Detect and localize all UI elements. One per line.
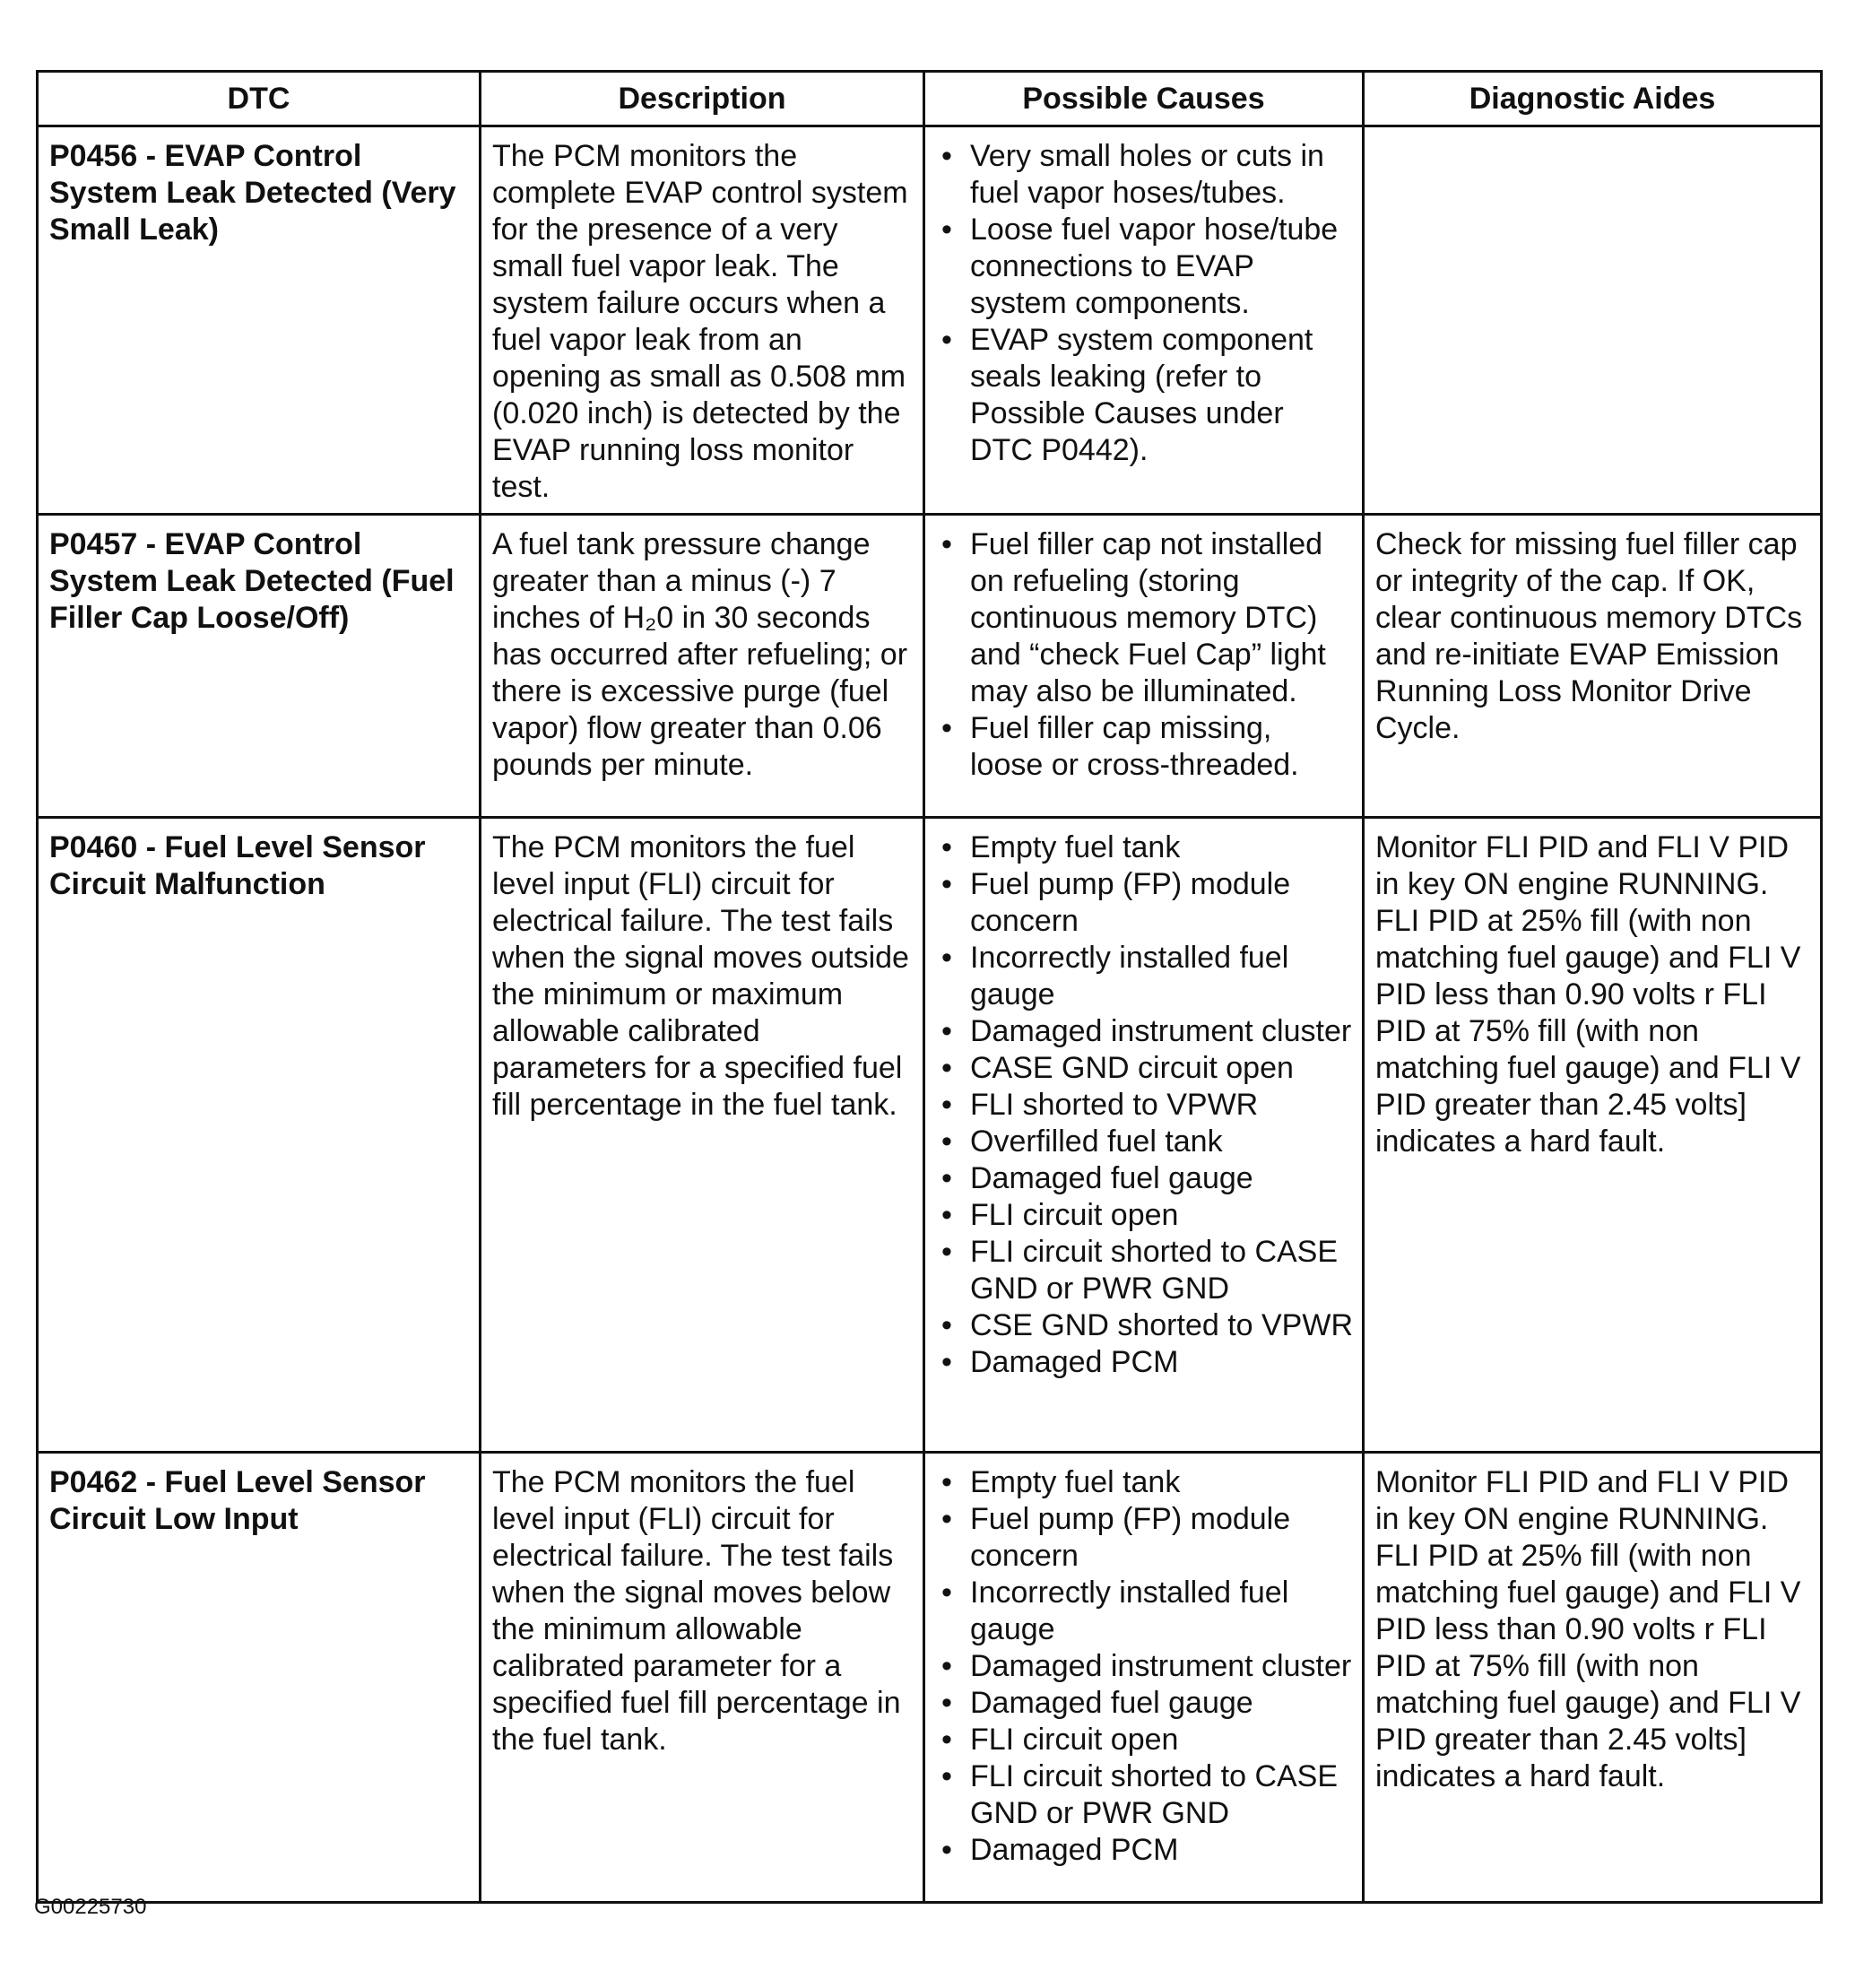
description-cell: The PCM monitors the complete EVAP control system for the presence of a very small fuel vapor leak. The system failure occurs when a fuel vapor leak from an opening as small as 0.508 mm (0.020 inch) is detected by the EVAP running loss monitor test. [481,126,924,515]
cause-item: • Incorrectly installed fuel gauge [936,940,1353,1013]
cause-item: • FLI circuit shorted to CASE GND or PWR GND [936,1758,1353,1832]
cause-item: • FLI circuit open [936,1197,1353,1234]
cause-item: • Fuel pump (FP) module concern [936,866,1353,940]
cause-item: • Fuel pump (FP) module concern [936,1501,1353,1575]
dtc-cell: P0456 - EVAP Control System Leak Detected (Very Small Leak) [38,126,481,515]
figure-id: G00225730 [34,1895,147,1919]
possible-causes-cell [924,126,1364,515]
table-row [38,126,1822,515]
diagnostic-aides-cell [1364,126,1822,515]
cause-item: • Fuel filler cap not installed on refueling (storing continuous memory DTC) and “check Fuel Cap” light may also be illuminated. [936,526,1353,710]
table-body [38,126,1822,1903]
description-cell: The PCM monitors the fuel level input (FLI) circuit for electrical failure. The test fails when the signal moves outside the minimum or maximum allowable calibrated parameters for a specified fuel fill percentage in the fuel tank. [481,818,924,1453]
description-cell: A fuel tank pressure change greater than a minus (-) 7 inches of H₂0 in 30 seconds has occurred after refueling; or there is excessive purge (fuel vapor) flow greater than 0.06 pounds per minute. [481,515,924,818]
header-diagnostic-aides: Diagnostic Aides [1364,72,1822,126]
cause-item: • Empty fuel tank [936,1464,1353,1501]
table-row [38,818,1822,1453]
causes-list [936,829,1353,1381]
cause-item: • Damaged PCM [936,1344,1353,1381]
cause-item: • Damaged PCM [936,1832,1353,1869]
cause-item: • CSE GND shorted to VPWR [936,1307,1353,1344]
diagnostic-aides-cell: Monitor FLI PID and FLI V PID in key ON engine RUNNING. FLI PID at 25% fill (with non matching fuel gauge) and FLI V PID less than 0.90 volts r FLI PID at 75% fill (with non matching fuel gauge) and FLI V PID greater than 2.45 volts] indicates a hard fault. [1364,818,1822,1453]
cause-item: • FLI circuit open [936,1722,1353,1758]
diagnostic-aides-cell: Monitor FLI PID and FLI V PID in key ON engine RUNNING. FLI PID at 25% fill (with non matching fuel gauge) and FLI V PID less than 0.90 volts r FLI PID at 75% fill (with non matching fuel gauge) and FLI V PID greater than 2.45 volts] indicates a hard fault. [1364,1453,1822,1903]
cause-item: • EVAP system component seals leaking (refer to Possible Causes under DTC P0442). [936,322,1353,469]
diagnostic-aides-cell: Check for missing fuel filler cap or integrity of the cap. If OK, clear continuous memory DTCs and re-initiate EVAP Emission Running Loss Monitor Drive Cycle. [1364,515,1822,818]
dtc-cell: P0460 - Fuel Level Sensor Circuit Malfunction [38,818,481,1453]
cause-item: • Overfilled fuel tank [936,1124,1353,1160]
possible-causes-cell [924,1453,1364,1903]
header-description: Description [481,72,924,126]
cause-item: • Fuel filler cap missing, loose or cross-threaded. [936,710,1353,784]
cause-item: • CASE GND circuit open [936,1050,1353,1087]
cause-item: • Damaged fuel gauge [936,1160,1353,1197]
cause-item: • Damaged fuel gauge [936,1685,1353,1722]
cause-item: • FLI circuit shorted to CASE GND or PWR GND [936,1234,1353,1307]
cause-item: • Empty fuel tank [936,829,1353,866]
table-header-row [38,72,1822,126]
cause-item: • Damaged instrument cluster [936,1648,1353,1685]
header-possible-causes: Possible Causes [924,72,1364,126]
cause-item: • Incorrectly installed fuel gauge [936,1575,1353,1648]
causes-list [936,1464,1353,1869]
dtc-cell: P0457 - EVAP Control System Leak Detected (Fuel Filler Cap Loose/Off) [38,515,481,818]
possible-causes-cell [924,818,1364,1453]
dtc-cell: P0462 - Fuel Level Sensor Circuit Low Input [38,1453,481,1903]
header-dtc: DTC [38,72,481,126]
table-row [38,1453,1822,1903]
dtc-table-container [36,70,1820,1904]
description-cell: The PCM monitors the fuel level input (FLI) circuit for electrical failure. The test fails when the signal moves below the minimum allowable calibrated parameter for a specified fuel fill percentage in the fuel tank. [481,1453,924,1903]
causes-list [936,138,1353,469]
possible-causes-cell [924,515,1364,818]
dtc-table [36,70,1823,1904]
table-row [38,515,1822,818]
causes-list [936,526,1353,784]
cause-item: • Damaged instrument cluster [936,1013,1353,1050]
cause-item: • Loose fuel vapor hose/tube connections to EVAP system components. [936,212,1353,322]
cause-item: • Very small holes or cuts in fuel vapor hoses/tubes. [936,138,1353,212]
cause-item: • FLI shorted to VPWR [936,1087,1353,1124]
